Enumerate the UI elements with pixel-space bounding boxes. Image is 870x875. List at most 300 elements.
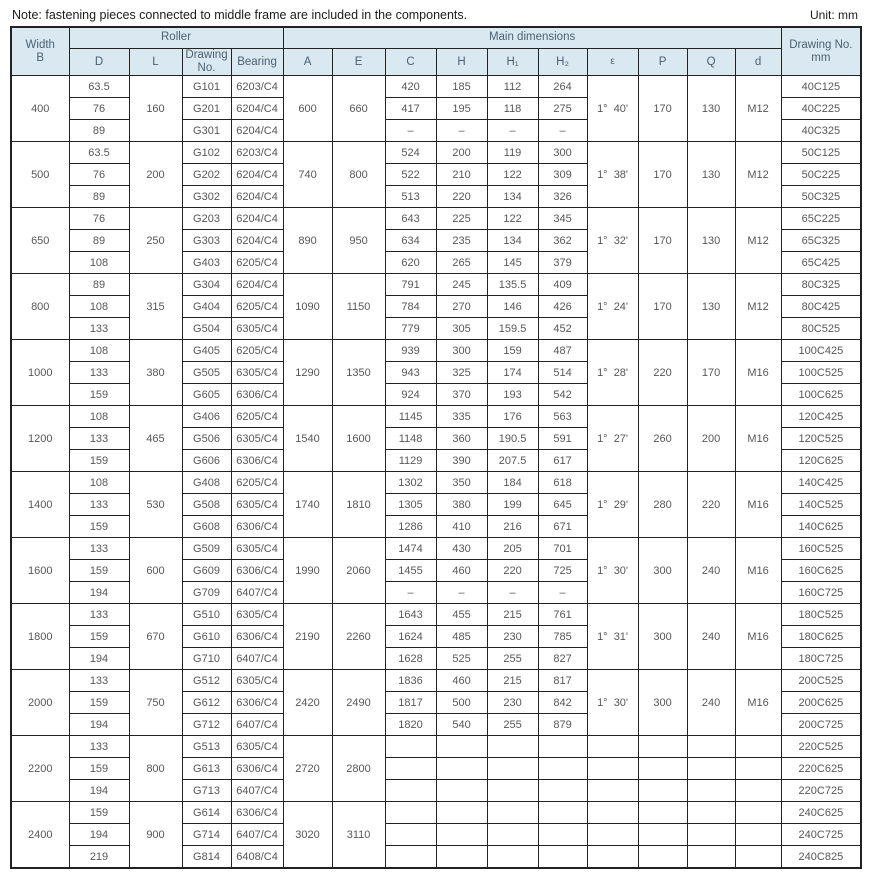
cell-h2: 409 (538, 274, 587, 296)
cell-d: 89 (69, 120, 129, 142)
table-row (11, 736, 861, 758)
cell-l: 670 (129, 604, 182, 670)
cell-e: 2800 (332, 736, 385, 802)
cell-d-thread: M12 (735, 208, 781, 274)
cell-drawing-no: 160C625 (781, 560, 861, 582)
cell-q: 240 (687, 670, 735, 736)
cell-h2: 362 (538, 230, 587, 252)
cell-h1: 199 (487, 494, 538, 516)
cell-bearing: 6305/C4 (231, 494, 283, 516)
cell-drawing-no: 40C125 (781, 76, 861, 98)
cell-h: 305 (436, 318, 487, 340)
cell-width-b: 1400 (11, 472, 69, 538)
cell-c: 924 (385, 384, 436, 406)
cell-d: 133 (69, 736, 129, 758)
cell-bearing: 6306/C4 (231, 692, 283, 714)
table-body (11, 76, 861, 869)
cell-epsilon (587, 736, 638, 758)
cell-d: 108 (69, 340, 129, 362)
table-row (11, 670, 861, 692)
mm-label: mm (811, 51, 831, 64)
cell-h (436, 846, 487, 869)
cell-c: 522 (385, 164, 436, 186)
cell-drawing-no: 40C225 (781, 98, 861, 120)
cell-h (436, 824, 487, 846)
cell-bearing: 6204/C4 (231, 120, 283, 142)
cell-epsilon: 1° 24' (587, 274, 638, 340)
cell-d-thread: M12 (735, 76, 781, 142)
cell-q (687, 846, 735, 869)
cell-a: 1990 (283, 538, 332, 604)
cell-d-thread (735, 736, 781, 758)
cell-d: 108 (69, 406, 129, 428)
cell-h: – (436, 582, 487, 604)
cell-h: 210 (436, 164, 487, 186)
cell-d: 159 (69, 384, 129, 406)
cell-q: 130 (687, 76, 735, 142)
cell-l: 900 (129, 802, 182, 869)
cell-h1: 122 (487, 164, 538, 186)
cell-d: 133 (69, 318, 129, 340)
cell-c: 1643 (385, 604, 436, 626)
cell-d: 108 (69, 296, 129, 318)
cell-bearing: 6408/C4 (231, 846, 283, 869)
cell-drawing-no: 50C225 (781, 164, 861, 186)
cell-bearing: 6305/C4 (231, 670, 283, 692)
cell-q: 240 (687, 604, 735, 670)
spec-table (10, 26, 862, 869)
cell-h2: 542 (538, 384, 587, 406)
cell-epsilon (587, 758, 638, 780)
cell-d-thread: M16 (735, 670, 781, 736)
cell-l: 530 (129, 472, 182, 538)
cell-epsilon: 1° 32' (587, 208, 638, 274)
cell-d: 194 (69, 824, 129, 846)
cell-h2: 264 (538, 76, 587, 98)
cell-width-b: 1800 (11, 604, 69, 670)
cell-c: 1129 (385, 450, 436, 472)
cell-a: 740 (283, 142, 332, 208)
note-text: Note: fastening pieces connected to middle frame are included in the components. (12, 8, 468, 22)
cell-d: 159 (69, 626, 129, 648)
cell-drawing-no: 240C725 (781, 824, 861, 846)
cell-bearing: 6204/C4 (231, 98, 283, 120)
cell-bearing: 6407/C4 (231, 648, 283, 670)
cell-drawing-no: 220C625 (781, 758, 861, 780)
cell-h1: 184 (487, 472, 538, 494)
cell-bearing: 6305/C4 (231, 428, 283, 450)
cell-p (638, 846, 687, 869)
cell-l: 465 (129, 406, 182, 472)
cell-d: 133 (69, 428, 129, 450)
cell-epsilon (587, 846, 638, 869)
cell-h: 525 (436, 648, 487, 670)
cell-drawing-no: 65C325 (781, 230, 861, 252)
cell-epsilon: 1° 31' (587, 604, 638, 670)
cell-drawing-no: 180C625 (781, 626, 861, 648)
cell-h1: 215 (487, 670, 538, 692)
cell-drawing-no: 240C625 (781, 802, 861, 824)
cell-h2: 345 (538, 208, 587, 230)
cell-h1: 255 (487, 714, 538, 736)
cell-epsilon (587, 802, 638, 824)
col-header-a: A (283, 49, 332, 76)
cell-drawing: G102 (182, 142, 231, 164)
cell-bearing: 6203/C4 (231, 142, 283, 164)
table-header (11, 27, 861, 76)
cell-width-b: 2400 (11, 802, 69, 869)
cell-width-b: 800 (11, 274, 69, 340)
cell-bearing: 6205/C4 (231, 472, 283, 494)
cell-c: 1628 (385, 648, 436, 670)
cell-p: 170 (638, 142, 687, 208)
cell-d-thread: M16 (735, 604, 781, 670)
cell-l: 750 (129, 670, 182, 736)
cell-d: 194 (69, 582, 129, 604)
cell-h: 300 (436, 340, 487, 362)
cell-h: 350 (436, 472, 487, 494)
cell-h2 (538, 780, 587, 802)
cell-bearing: 6205/C4 (231, 406, 283, 428)
cell-h: 460 (436, 560, 487, 582)
col-header-l: L (129, 49, 182, 76)
cell-c: 417 (385, 98, 436, 120)
cell-h: 455 (436, 604, 487, 626)
table-row (11, 604, 861, 626)
cell-h2: 827 (538, 648, 587, 670)
cell-h2 (538, 846, 587, 869)
cell-d: 63.5 (69, 76, 129, 98)
cell-q: 200 (687, 406, 735, 472)
cell-h: 500 (436, 692, 487, 714)
cell-h1: 216 (487, 516, 538, 538)
cell-h2: 761 (538, 604, 587, 626)
cell-drawing: G504 (182, 318, 231, 340)
cell-h1: 146 (487, 296, 538, 318)
cell-drawing-no: 120C625 (781, 450, 861, 472)
cell-h2: 309 (538, 164, 587, 186)
cell-h: 195 (436, 98, 487, 120)
cell-d: 108 (69, 252, 129, 274)
cell-c: – (385, 120, 436, 142)
cell-h2 (538, 802, 587, 824)
cell-e: 800 (332, 142, 385, 208)
cell-d-thread (735, 780, 781, 802)
cell-drawing: G609 (182, 560, 231, 582)
cell-p (638, 824, 687, 846)
cell-drawing: G303 (182, 230, 231, 252)
cell-drawing-no: 80C325 (781, 274, 861, 296)
cell-d: 159 (69, 560, 129, 582)
cell-e: 2260 (332, 604, 385, 670)
cell-drawing: G610 (182, 626, 231, 648)
cell-e: 2060 (332, 538, 385, 604)
cell-c: 524 (385, 142, 436, 164)
cell-h: 245 (436, 274, 487, 296)
cell-p: 300 (638, 670, 687, 736)
drawing-no-label: Drawing No. (789, 38, 853, 51)
cell-q (687, 736, 735, 758)
col-header-e: E (332, 49, 385, 76)
cell-c (385, 758, 436, 780)
cell-h2: – (538, 120, 587, 142)
cell-epsilon: 1° 28' (587, 340, 638, 406)
cell-l: 160 (129, 76, 182, 142)
cell-d-thread: M16 (735, 406, 781, 472)
cell-width-b: 1600 (11, 538, 69, 604)
cell-a: 3020 (283, 802, 332, 869)
col-header-drawing-no-mm (781, 27, 861, 76)
cell-d: 76 (69, 164, 129, 186)
cell-drawing-no: 220C525 (781, 736, 861, 758)
cell-h1: 205 (487, 538, 538, 560)
cell-drawing-no: 80C425 (781, 296, 861, 318)
cell-d: 159 (69, 516, 129, 538)
cell-h2: 842 (538, 692, 587, 714)
cell-drawing-no: 65C425 (781, 252, 861, 274)
cell-l: 600 (129, 538, 182, 604)
cell-d: 108 (69, 472, 129, 494)
cell-e: 660 (332, 76, 385, 142)
cell-a: 1090 (283, 274, 332, 340)
cell-l: 800 (129, 736, 182, 802)
cell-h1 (487, 802, 538, 824)
col-header-bearing: Bearing (231, 49, 283, 76)
cell-c: 620 (385, 252, 436, 274)
cell-drawing-no: 100C525 (781, 362, 861, 384)
cell-bearing: 6204/C4 (231, 164, 283, 186)
cell-c: 643 (385, 208, 436, 230)
cell-h: 430 (436, 538, 487, 560)
cell-drawing: G101 (182, 76, 231, 98)
cell-e: 1600 (332, 406, 385, 472)
cell-drawing: G304 (182, 274, 231, 296)
cell-bearing: 6306/C4 (231, 560, 283, 582)
cell-epsilon: 1° 30' (587, 538, 638, 604)
cell-a: 2720 (283, 736, 332, 802)
cell-d: 76 (69, 98, 129, 120)
col-header-h: H (436, 49, 487, 76)
cell-d: 76 (69, 208, 129, 230)
cell-h2: 487 (538, 340, 587, 362)
cell-c: 779 (385, 318, 436, 340)
cell-epsilon: 1° 40' (587, 76, 638, 142)
cell-p: 170 (638, 208, 687, 274)
cell-c: 1145 (385, 406, 436, 428)
cell-bearing: 6205/C4 (231, 340, 283, 362)
cell-q (687, 780, 735, 802)
cell-bearing: 6204/C4 (231, 230, 283, 252)
cell-c (385, 824, 436, 846)
cell-h: 235 (436, 230, 487, 252)
cell-h1: 159 (487, 340, 538, 362)
cell-l: 380 (129, 340, 182, 406)
cell-h (436, 736, 487, 758)
cell-h2: 300 (538, 142, 587, 164)
cell-drawing-no: 50C125 (781, 142, 861, 164)
cell-h1: 118 (487, 98, 538, 120)
cell-drawing-no: 100C425 (781, 340, 861, 362)
table-row (11, 802, 861, 824)
cell-e: 2490 (332, 670, 385, 736)
cell-drawing: G710 (182, 648, 231, 670)
cell-h: 485 (436, 626, 487, 648)
cell-h1: 215 (487, 604, 538, 626)
cell-drawing: G203 (182, 208, 231, 230)
cell-h: – (436, 120, 487, 142)
cell-c: 1286 (385, 516, 436, 538)
cell-c: 943 (385, 362, 436, 384)
col-header-q: Q (687, 49, 735, 76)
header-row-columns (11, 49, 861, 76)
cell-h2: 275 (538, 98, 587, 120)
cell-h: 410 (436, 516, 487, 538)
cell-d: 89 (69, 186, 129, 208)
cell-width-b: 2000 (11, 670, 69, 736)
cell-c: 784 (385, 296, 436, 318)
table-row (11, 340, 861, 362)
col-header-roller: Roller (69, 27, 283, 49)
cell-h: 185 (436, 76, 487, 98)
cell-d-thread (735, 824, 781, 846)
cell-h1: 119 (487, 142, 538, 164)
cell-drawing: G605 (182, 384, 231, 406)
cell-d-thread: M16 (735, 472, 781, 538)
cell-c: 1148 (385, 428, 436, 450)
cell-h1: 193 (487, 384, 538, 406)
cell-drawing-no: 50C325 (781, 186, 861, 208)
cell-c: 513 (385, 186, 436, 208)
cell-d: 159 (69, 450, 129, 472)
cell-a: 2190 (283, 604, 332, 670)
cell-bearing: 6407/C4 (231, 582, 283, 604)
table-row (11, 76, 861, 98)
cell-a: 1290 (283, 340, 332, 406)
cell-q: 220 (687, 472, 735, 538)
cell-drawing: G404 (182, 296, 231, 318)
cell-bearing: 6204/C4 (231, 186, 283, 208)
cell-c: 939 (385, 340, 436, 362)
cell-h2: 879 (538, 714, 587, 736)
cell-drawing-no: 240C825 (781, 846, 861, 869)
cell-bearing: 6204/C4 (231, 208, 283, 230)
cell-drawing-no: 200C625 (781, 692, 861, 714)
cell-h1: 255 (487, 648, 538, 670)
cell-q (687, 802, 735, 824)
cell-drawing: G201 (182, 98, 231, 120)
cell-drawing: G612 (182, 692, 231, 714)
cell-a: 2420 (283, 670, 332, 736)
cell-q: 170 (687, 340, 735, 406)
cell-bearing: 6305/C4 (231, 538, 283, 560)
cell-c: 634 (385, 230, 436, 252)
cell-drawing: G709 (182, 582, 231, 604)
cell-drawing: G408 (182, 472, 231, 494)
col-header-d: D (69, 49, 129, 76)
table-row (11, 208, 861, 230)
cell-drawing: G608 (182, 516, 231, 538)
cell-bearing: 6306/C4 (231, 626, 283, 648)
cell-drawing-no: 220C725 (781, 780, 861, 802)
cell-p: 300 (638, 604, 687, 670)
cell-h1: 135.5 (487, 274, 538, 296)
cell-h1: – (487, 120, 538, 142)
cell-drawing: G509 (182, 538, 231, 560)
cell-width-b: 2200 (11, 736, 69, 802)
cell-drawing: G405 (182, 340, 231, 362)
col-header-drawing-no-roller: Drawing No. (182, 49, 231, 76)
cell-bearing: 6306/C4 (231, 450, 283, 472)
cell-bearing: 6203/C4 (231, 76, 283, 98)
table-row (11, 538, 861, 560)
cell-h1: 207.5 (487, 450, 538, 472)
cell-d: 89 (69, 230, 129, 252)
cell-width-b: 1200 (11, 406, 69, 472)
cell-l: 250 (129, 208, 182, 274)
table-row (11, 406, 861, 428)
cell-h2: 617 (538, 450, 587, 472)
cell-h1: 230 (487, 626, 538, 648)
cell-bearing: 6407/C4 (231, 714, 283, 736)
cell-h: 270 (436, 296, 487, 318)
cell-width-b: 400 (11, 76, 69, 142)
cell-drawing: G302 (182, 186, 231, 208)
cell-drawing-no: 80C525 (781, 318, 861, 340)
col-header-d-thread: d (735, 49, 781, 76)
cell-h1 (487, 736, 538, 758)
cell-h2 (538, 758, 587, 780)
cell-width-b: 650 (11, 208, 69, 274)
cell-drawing: G510 (182, 604, 231, 626)
cell-c: – (385, 582, 436, 604)
cell-d: 133 (69, 538, 129, 560)
cell-bearing: 6306/C4 (231, 758, 283, 780)
cell-drawing: G714 (182, 824, 231, 846)
cell-drawing-no: 140C525 (781, 494, 861, 516)
cell-h: 370 (436, 384, 487, 406)
col-header-width-b (11, 27, 69, 76)
cell-c: 420 (385, 76, 436, 98)
cell-drawing: G606 (182, 450, 231, 472)
cell-h: 390 (436, 450, 487, 472)
cell-h (436, 780, 487, 802)
cell-h2: 725 (538, 560, 587, 582)
cell-d: 133 (69, 604, 129, 626)
cell-h (436, 758, 487, 780)
cell-h2: 326 (538, 186, 587, 208)
cell-q (687, 824, 735, 846)
cell-c: 1302 (385, 472, 436, 494)
cell-h1: 134 (487, 186, 538, 208)
cell-h2: 671 (538, 516, 587, 538)
cell-h2: 591 (538, 428, 587, 450)
cell-q: 130 (687, 208, 735, 274)
cell-d-thread (735, 802, 781, 824)
cell-bearing: 6306/C4 (231, 516, 283, 538)
cell-bearing: 6407/C4 (231, 824, 283, 846)
cell-drawing-no: 180C725 (781, 648, 861, 670)
cell-h1: 190.5 (487, 428, 538, 450)
cell-d: 159 (69, 692, 129, 714)
cell-d-thread: M16 (735, 538, 781, 604)
cell-p: 220 (638, 340, 687, 406)
cell-d: 133 (69, 362, 129, 384)
cell-p (638, 758, 687, 780)
topbar (10, 6, 860, 26)
cell-epsilon: 1° 29' (587, 472, 638, 538)
cell-c: 1474 (385, 538, 436, 560)
cell-a: 1540 (283, 406, 332, 472)
